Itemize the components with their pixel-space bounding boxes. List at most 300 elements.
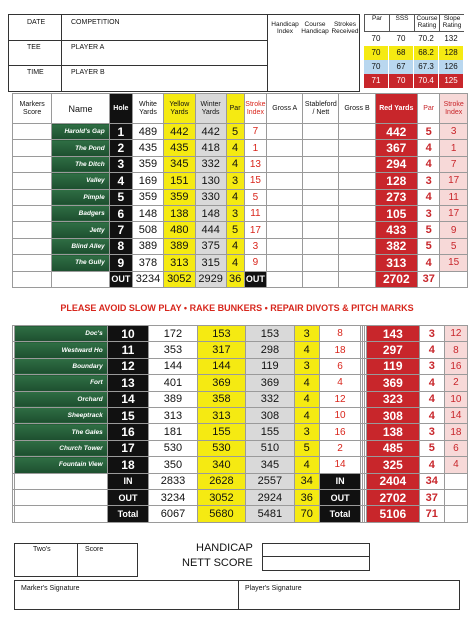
total-row (13, 271, 468, 287)
stroke-index: 8 (319, 326, 361, 342)
yellow-yards: 155 (197, 424, 245, 440)
stableford-cell[interactable] (303, 140, 339, 156)
total-label-right: Total (319, 506, 361, 522)
yellow-yards: 317 (197, 342, 245, 358)
hole-name: Sheeptrack (14, 407, 107, 423)
hole-row (13, 255, 468, 271)
hole-row (13, 342, 468, 358)
gross-a-cell[interactable] (267, 222, 303, 238)
red-par: 3 (418, 173, 440, 189)
hole-row (13, 358, 468, 374)
total-red-si (440, 271, 468, 287)
gross-b-cell[interactable] (339, 255, 375, 271)
red-stroke-index: 1 (440, 140, 468, 156)
red-par: 4 (418, 156, 440, 172)
hole-name: Badgers (52, 205, 109, 221)
stableford-cell[interactable] (303, 255, 339, 271)
par-value: 4 (294, 391, 319, 407)
hole-row (13, 326, 468, 342)
stroke-index: 5 (244, 189, 267, 205)
white-yards: 389 (149, 391, 197, 407)
total-par: 34 (294, 473, 319, 489)
hole-number: 14 (107, 391, 149, 407)
total-red-par: 37 (419, 489, 444, 505)
hole-name: Valley (52, 173, 109, 189)
red-par: 4 (418, 189, 440, 205)
stroke-index: 13 (244, 156, 267, 172)
yellow-yards: 359 (163, 189, 195, 205)
hole-number: 11 (107, 342, 149, 358)
stroke-index: 7 (244, 124, 267, 140)
stroke-index: 1 (244, 140, 267, 156)
par-header: Par (226, 94, 244, 124)
par-value: 4 (294, 407, 319, 423)
red-par: 4 (418, 140, 440, 156)
twos-label: Two's (33, 546, 51, 553)
total-gross-b[interactable] (339, 271, 375, 287)
back-nine-table (12, 325, 468, 523)
total-red-si (444, 473, 467, 489)
par-value: 3 (294, 326, 319, 342)
red-par: 5 (418, 222, 440, 238)
white-yards: 353 (149, 342, 197, 358)
rating-cell: 70 (364, 46, 389, 60)
rating-cell: 126 (439, 60, 464, 74)
signature-box (14, 580, 460, 610)
red-stroke-index: 10 (444, 391, 467, 407)
hole-number: 7 (109, 222, 132, 238)
yellow-yards: 442 (163, 124, 195, 140)
stroke-index: 16 (319, 424, 361, 440)
hole-number: 15 (107, 407, 149, 423)
winter-yards: 119 (246, 358, 294, 374)
hole-number: 18 (107, 457, 149, 473)
red-yards: 273 (375, 189, 418, 205)
red-par: 4 (419, 407, 444, 423)
score-label: Score (85, 546, 104, 553)
red-yards: 325 (367, 457, 420, 473)
white-yards: 169 (133, 173, 164, 189)
par-value: 3 (294, 424, 319, 440)
yellow-yards-header: Yellow Yards (163, 94, 195, 124)
hole-row (13, 140, 468, 156)
red-yards: 433 (375, 222, 418, 238)
gross-a-header: Gross A (267, 94, 303, 124)
rating-row (364, 60, 464, 74)
total-label-right: IN (319, 473, 361, 489)
red-stroke-index: 18 (444, 424, 467, 440)
course-handicap-header: Course Handicap (301, 21, 329, 35)
yellow-yards: 435 (163, 140, 195, 156)
rating-cell: 70 (389, 74, 414, 88)
winter-yards: 345 (246, 457, 294, 473)
red-stroke-index: 15 (440, 255, 468, 271)
hole-row (13, 124, 468, 140)
yellow-yards: 389 (163, 238, 195, 254)
stableford-cell[interactable] (303, 205, 339, 221)
hole-number: 13 (107, 375, 149, 391)
red-par-header: Par (418, 94, 440, 124)
red-par: 5 (418, 124, 440, 140)
markers-score-cell[interactable] (13, 156, 52, 172)
stroke-index: 11 (244, 205, 267, 221)
hole-name: Fort (14, 375, 107, 391)
winter-yards: 332 (246, 391, 294, 407)
total-name-cell (52, 271, 109, 287)
hole-number: 2 (109, 140, 132, 156)
player-a-label: PLAYER A (71, 44, 105, 51)
total-label: OUT (109, 271, 132, 287)
winter-yards: 315 (195, 255, 226, 271)
table-header-row (13, 94, 468, 124)
markers-score-cell[interactable] (13, 140, 52, 156)
time-label: TIME (27, 69, 44, 76)
red-yards: 128 (375, 173, 418, 189)
player-b-label: PLAYER B (71, 69, 105, 76)
handicap-label: HANDICAP (196, 542, 253, 554)
white-yards: 489 (133, 124, 164, 140)
rating-cell: 71 (364, 74, 389, 88)
total-yellow-yards: 2628 (197, 473, 245, 489)
red-stroke-index: 17 (440, 205, 468, 221)
white-yards: 172 (149, 326, 197, 342)
hole-name: Church Tower (14, 440, 107, 456)
par-value: 5 (226, 124, 244, 140)
total-red-par: 71 (419, 506, 444, 522)
date-label: DATE (27, 19, 46, 26)
white-yards: 148 (133, 205, 164, 221)
gross-b-cell[interactable] (339, 222, 375, 238)
rating-header: SSS (389, 14, 414, 32)
yellow-yards: 313 (163, 255, 195, 271)
red-stroke-index-header: Stroke Index (440, 94, 468, 124)
red-stroke-index: 2 (444, 375, 467, 391)
hole-number: 6 (109, 205, 132, 221)
stableford-cell[interactable] (303, 222, 339, 238)
white-yards: 435 (133, 140, 164, 156)
total-red-si (444, 489, 467, 505)
hole-row (13, 173, 468, 189)
rating-cell: 125 (439, 74, 464, 88)
gross-a-cell[interactable] (267, 255, 303, 271)
red-yards: 442 (375, 124, 418, 140)
winter-yards: 369 (246, 375, 294, 391)
red-yards: 138 (367, 424, 420, 440)
rating-row (364, 32, 464, 46)
par-value: 5 (226, 222, 244, 238)
yellow-yards: 369 (197, 375, 245, 391)
hole-name: Boundary (14, 358, 107, 374)
total-winter-yards: 2557 (246, 473, 294, 489)
markers-score-cell[interactable] (13, 222, 52, 238)
hole-name: The Gales (14, 424, 107, 440)
gross-a-cell[interactable] (267, 238, 303, 254)
gross-b-cell[interactable] (339, 205, 375, 221)
red-stroke-index: 9 (440, 222, 468, 238)
gross-b-cell[interactable] (339, 189, 375, 205)
red-stroke-index: 8 (444, 342, 467, 358)
gross-b-header: Gross B (339, 94, 375, 124)
red-par: 5 (419, 440, 444, 456)
white-yards: 144 (149, 358, 197, 374)
red-yards: 297 (367, 342, 420, 358)
total-yellow-yards: 3052 (163, 271, 195, 287)
total-par: 36 (294, 489, 319, 505)
stableford-cell[interactable] (303, 189, 339, 205)
gross-b-cell[interactable] (339, 173, 375, 189)
red-yards: 367 (375, 140, 418, 156)
red-stroke-index: 14 (444, 407, 467, 423)
hole-name: Pimple (52, 189, 109, 205)
yellow-yards: 340 (197, 457, 245, 473)
hole-number: 12 (107, 358, 149, 374)
total-white-yards: 2833 (149, 473, 197, 489)
red-yards: 105 (375, 205, 418, 221)
stroke-index: 12 (319, 391, 361, 407)
par-value: 4 (226, 156, 244, 172)
stroke-index: 9 (244, 255, 267, 271)
hole-number: 9 (109, 255, 132, 271)
winter-yards: 148 (195, 205, 226, 221)
gross-b-cell[interactable] (339, 124, 375, 140)
rating-row (364, 74, 464, 88)
players-signature-label: Player's Signature (245, 585, 302, 592)
white-yards: 401 (149, 375, 197, 391)
total-winter-yards: 5481 (246, 506, 294, 522)
total-white-yards: 3234 (149, 489, 197, 505)
winter-yards: 510 (246, 440, 294, 456)
winter-yards: 130 (195, 173, 226, 189)
winter-yards-header: Winter Yards (195, 94, 226, 124)
rating-cell: 68 (389, 46, 414, 60)
hole-name: Orchard (14, 391, 107, 407)
winter-yards: 308 (246, 407, 294, 423)
gross-a-cell[interactable] (267, 205, 303, 221)
white-yards: 350 (149, 457, 197, 473)
winter-yards: 418 (195, 140, 226, 156)
total-label: OUT (107, 489, 149, 505)
yellow-yards: 151 (163, 173, 195, 189)
total-markers-cell[interactable] (13, 271, 52, 287)
stableford-cell[interactable] (303, 124, 339, 140)
gross-a-cell[interactable] (267, 124, 303, 140)
gross-b-cell[interactable] (339, 156, 375, 172)
par-value: 4 (226, 255, 244, 271)
red-par: 5 (418, 238, 440, 254)
gross-a-cell[interactable] (267, 173, 303, 189)
hole-number: 4 (109, 173, 132, 189)
rating-cell: 132 (439, 32, 464, 46)
par-value: 3 (294, 358, 319, 374)
winter-yards: 155 (246, 424, 294, 440)
markers-score-cell[interactable] (13, 255, 52, 271)
par-value: 4 (226, 140, 244, 156)
stroke-index: 2 (319, 440, 361, 456)
yellow-yards: 144 (197, 358, 245, 374)
hole-name: Westward Ho (14, 342, 107, 358)
total-red-par: 34 (419, 473, 444, 489)
competition-info-box (8, 14, 268, 92)
stroke-index: 6 (319, 358, 361, 374)
rating-row (364, 46, 464, 60)
name-header: Name (52, 94, 109, 124)
hole-header: Hole (109, 94, 132, 124)
total-name-cell (14, 489, 107, 505)
hole-row (13, 189, 468, 205)
red-yards: 119 (367, 358, 420, 374)
red-par: 3 (419, 326, 444, 342)
hole-number: 1 (109, 124, 132, 140)
markers-score-cell[interactable] (13, 189, 52, 205)
hole-row (13, 205, 468, 221)
red-par: 4 (419, 375, 444, 391)
handicap-entry-box[interactable] (262, 543, 370, 557)
stroke-index: 18 (319, 342, 361, 358)
red-yards: 308 (367, 407, 420, 423)
white-yards: 378 (133, 255, 164, 271)
hole-row (13, 391, 468, 407)
strokes-received-header: Strokes Received (331, 21, 359, 35)
winter-yards: 444 (195, 222, 226, 238)
stroke-index-header: Stroke Index (244, 94, 267, 124)
red-stroke-index: 11 (440, 189, 468, 205)
stroke-index: 14 (319, 457, 361, 473)
stroke-index: 3 (244, 238, 267, 254)
red-stroke-index: 4 (444, 457, 467, 473)
winter-yards: 375 (195, 238, 226, 254)
stableford-cell[interactable] (303, 173, 339, 189)
winter-yards: 332 (195, 156, 226, 172)
nett-score-entry-box[interactable] (262, 557, 370, 571)
total-row (13, 506, 468, 522)
red-par: 4 (419, 457, 444, 473)
stroke-index: 17 (244, 222, 267, 238)
course-ratings-table (364, 14, 464, 88)
white-yards: 389 (133, 238, 164, 254)
nett-score-label: NETT SCORE (182, 557, 253, 569)
white-yards: 181 (149, 424, 197, 440)
white-yards: 359 (133, 189, 164, 205)
par-value: 4 (294, 375, 319, 391)
par-value: 5 (294, 440, 319, 456)
total-par: 70 (294, 506, 319, 522)
red-stroke-index: 6 (444, 440, 467, 456)
red-stroke-index: 17 (440, 173, 468, 189)
stableford-cell[interactable] (303, 238, 339, 254)
total-red-yards: 2702 (367, 489, 420, 505)
tee-label: TEE (27, 44, 41, 51)
rating-cell: 67 (389, 60, 414, 74)
total-label: IN (107, 473, 149, 489)
front-nine-table (12, 93, 468, 288)
stroke-index: 15 (244, 173, 267, 189)
white-yards: 530 (149, 440, 197, 456)
stableford-cell[interactable] (303, 156, 339, 172)
red-par: 3 (419, 424, 444, 440)
markers-score-header: Markers Score (13, 94, 52, 124)
winter-yards: 442 (195, 124, 226, 140)
yellow-yards: 480 (163, 222, 195, 238)
white-yards: 359 (133, 156, 164, 172)
yellow-yards: 313 (197, 407, 245, 423)
hole-number: 5 (109, 189, 132, 205)
pace-of-play-warning: PLEASE AVOID SLOW PLAY • RAKE BUNKERS • REPAIR DIVOTS & PITCH MARKS (60, 303, 414, 313)
total-label-right: OUT (244, 271, 267, 287)
red-yards: 369 (367, 375, 420, 391)
hole-number: 8 (109, 238, 132, 254)
gross-b-cell[interactable] (339, 140, 375, 156)
yellow-yards: 153 (197, 326, 245, 342)
total-row (13, 489, 468, 505)
total-name-cell (14, 506, 107, 522)
hole-name: Blind Alley (52, 238, 109, 254)
markers-score-cell[interactable] (13, 124, 52, 140)
gross-a-cell[interactable] (267, 140, 303, 156)
total-winter-yards: 2929 (195, 271, 226, 287)
hole-row (13, 440, 468, 456)
red-stroke-index: 16 (444, 358, 467, 374)
yellow-yards: 358 (197, 391, 245, 407)
markers-score-cell[interactable] (13, 173, 52, 189)
total-white-yards: 3234 (133, 271, 164, 287)
red-yards: 382 (375, 238, 418, 254)
competition-label: COMPETITION (71, 19, 120, 26)
total-par: 36 (226, 271, 244, 287)
total-red-yards: 5106 (367, 506, 420, 522)
total-stableford[interactable] (303, 271, 339, 287)
hole-row (13, 424, 468, 440)
gross-b-cell[interactable] (339, 238, 375, 254)
hole-number: 3 (109, 156, 132, 172)
par-value: 4 (226, 189, 244, 205)
red-stroke-index: 7 (440, 156, 468, 172)
red-stroke-index: 12 (444, 326, 467, 342)
rating-cell: 70.4 (414, 74, 439, 88)
markers-score-cell[interactable] (13, 205, 52, 221)
gross-a-cell[interactable] (267, 156, 303, 172)
red-yards: 323 (367, 391, 420, 407)
markers-score-cell[interactable] (13, 238, 52, 254)
rating-cell: 70 (389, 32, 414, 46)
red-par: 4 (418, 255, 440, 271)
stableford-header: Stableford / Nett (303, 94, 339, 124)
hole-number: 10 (107, 326, 149, 342)
hole-name: Jetty (52, 222, 109, 238)
handicap-box (268, 14, 360, 92)
par-value: 3 (226, 173, 244, 189)
yellow-yards: 138 (163, 205, 195, 221)
winter-yards: 298 (246, 342, 294, 358)
yellow-yards: 345 (163, 156, 195, 172)
par-value: 3 (226, 205, 244, 221)
rating-cell: 67.3 (414, 60, 439, 74)
hole-row (13, 375, 468, 391)
red-par: 3 (419, 358, 444, 374)
red-stroke-index: 5 (440, 238, 468, 254)
gross-a-cell[interactable] (267, 189, 303, 205)
total-red-yards: 2404 (367, 473, 420, 489)
total-red-yards: 2702 (375, 271, 418, 287)
par-value: 4 (294, 457, 319, 473)
yellow-yards: 530 (197, 440, 245, 456)
par-value: 4 (294, 342, 319, 358)
total-yellow-yards: 5680 (197, 506, 245, 522)
total-yellow-yards: 3052 (197, 489, 245, 505)
red-stroke-index: 3 (440, 124, 468, 140)
total-gross-a[interactable] (267, 271, 303, 287)
hole-name: The Gully (52, 255, 109, 271)
hole-number: 17 (107, 440, 149, 456)
